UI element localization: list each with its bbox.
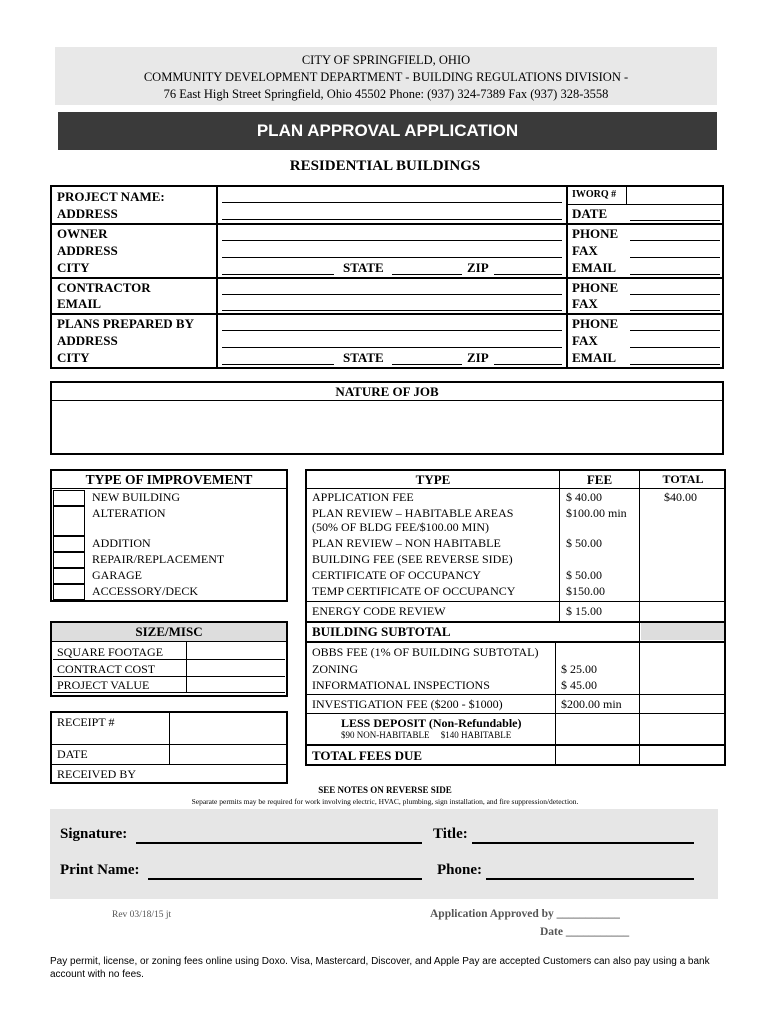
fee-row-type: BUILDING FEE (SEE REVERSE SIDE) (312, 552, 513, 566)
fees-col-total: TOTAL (662, 472, 704, 486)
label-iworq: IWORQ # (572, 189, 617, 200)
approved-date: Date ___________ (540, 926, 630, 938)
divider (559, 469, 560, 621)
plans-address-field[interactable] (222, 347, 562, 348)
divider (169, 711, 170, 764)
project-value-field[interactable] (188, 677, 284, 691)
divider (305, 488, 726, 489)
label-plans-city: CITY (57, 350, 90, 365)
fee-row2-fee: $ 25.00 (561, 662, 597, 676)
divider (186, 641, 187, 693)
label-square-footage: SQUARE FOOTAGE (57, 645, 164, 659)
form-title: PLAN APPROVAL APPLICATION (58, 112, 717, 150)
nature-of-job-field[interactable] (54, 403, 720, 451)
payment-note: Pay permit, license, or zoning fees online using Doxo. Visa, Mastercard, Discover, and Apple Pay are accepted Customers can also pay using a bank account with no fees. (50, 956, 710, 980)
label-contractor-email: EMAIL (57, 296, 102, 311)
divider (50, 641, 288, 642)
label-owner-zip: ZIP (467, 260, 489, 275)
fee-row-fee: $ 50.00 (566, 536, 602, 550)
divider (566, 204, 724, 205)
fee-row-type: PLAN REVIEW – HABITABLE AREAS (312, 506, 514, 520)
new-building-checkbox[interactable] (53, 490, 85, 506)
see-notes-reverse: SEE NOTES ON REVERSE SIDE (318, 785, 452, 795)
contractor-email-field[interactable] (222, 310, 562, 311)
fees-col-type: TYPE (415, 472, 451, 487)
form-subtitle: RESIDENTIAL BUILDINGS (289, 158, 481, 174)
label-plans-phone: PHONE (572, 316, 619, 331)
total-fees-due-label: TOTAL FEES DUE (312, 748, 423, 763)
owner-phone-field[interactable] (630, 240, 720, 241)
owner-fax-field[interactable] (630, 257, 720, 258)
label-owner-address: ADDRESS (57, 243, 118, 258)
owner-email-field[interactable] (630, 274, 720, 275)
divider (50, 313, 724, 315)
label-contractor: CONTRACTOR (57, 280, 151, 295)
divider (50, 277, 724, 279)
label-receipt: RECEIPT # (57, 715, 115, 729)
plans-prepared-by-field[interactable] (222, 330, 562, 331)
label-plans-fax: FAX (572, 333, 598, 348)
divider (216, 185, 218, 369)
label-owner-state: STATE (343, 260, 384, 275)
divider (305, 601, 726, 602)
fee-row-type: CERTIFICATE OF OCCUPANCY (312, 568, 481, 582)
label-contractor-phone: PHONE (572, 280, 619, 295)
label-plans-state: STATE (343, 350, 384, 365)
improvement-repair: REPAIR/REPLACEMENT (92, 552, 225, 566)
signature-area (50, 809, 718, 899)
divider (50, 764, 288, 765)
label-plans-prepared-by: PLANS PREPARED BY (57, 316, 194, 331)
improvement-garage: GARAGE (92, 568, 142, 582)
fee-row-total: $40.00 (664, 490, 697, 504)
owner-address-field[interactable] (222, 257, 562, 258)
project-address-field[interactable] (222, 219, 562, 220)
divider (626, 185, 627, 205)
print-name-label: Print Name: (60, 862, 140, 878)
fee-row2-fee: $ 45.00 (561, 678, 597, 692)
contract-cost-field[interactable] (188, 661, 284, 675)
fee-row-fee: $ 40.00 (566, 490, 602, 504)
total-fees-due-field[interactable] (641, 746, 724, 764)
project-name-field[interactable] (222, 202, 562, 203)
plans-city-field[interactable] (222, 364, 334, 365)
phone-label: Phone: (437, 862, 482, 878)
fee-row-type: (50% OF BLDG FEE/$100.00 MIN) (312, 520, 489, 534)
label-plans-address: ADDRESS (57, 333, 118, 348)
improvement-alteration: ALTERATION (92, 506, 166, 520)
label-project-address: ADDRESS (57, 206, 118, 221)
label-project-name: PROJECT NAME: (57, 189, 165, 204)
fee-row-fee: $ 50.00 (566, 568, 602, 582)
fee-row-fee: $150.00 (566, 584, 605, 598)
signature-label: Signature: (60, 826, 128, 842)
label-received-by: RECEIVED BY (57, 767, 136, 781)
fee-row2-type: ZONING (312, 662, 358, 676)
nature-of-job-label: NATURE OF JOB (335, 384, 439, 399)
label-plans-zip: ZIP (467, 350, 489, 365)
header-address: 76 East High Street Springfield, Ohio 45502 Phone: (937) 324-7389 Fax (937) 328-3558 (163, 87, 609, 101)
fee-row-type: TEMP CERTIFICATE OF OCCUPANCY (312, 584, 516, 598)
owner-field[interactable] (222, 240, 562, 241)
fee-row-type: PLAN REVIEW – NON HABITABLE (312, 536, 501, 550)
separate-permits-note: Separate permits may be required for work involving electric, HVAC, plumbing, sign installation, and fire suppression/detection. (191, 797, 579, 806)
label-contractor-fax: FAX (572, 296, 598, 311)
phone-field[interactable] (486, 878, 694, 880)
fee-row2-type: INFORMATIONAL INSPECTIONS (312, 678, 490, 692)
plans-state-field[interactable] (392, 364, 462, 365)
divider (305, 641, 726, 643)
label-owner-phone: PHONE (572, 226, 619, 241)
contractor-field[interactable] (222, 294, 562, 295)
addition-checkbox[interactable] (53, 536, 85, 552)
divider (50, 488, 288, 489)
label-owner-fax: FAX (572, 243, 598, 258)
alteration-checkbox[interactable] (53, 506, 85, 536)
less-deposit-label: LESS DEPOSIT (Non-Refundable) (341, 716, 522, 730)
label-owner-city: CITY (57, 260, 90, 275)
divider (50, 744, 288, 745)
divider (50, 223, 724, 225)
improvement-addition: ADDITION (92, 536, 151, 550)
signature-field[interactable] (136, 842, 422, 844)
label-owner-email: EMAIL (572, 260, 617, 275)
contractor-phone-field[interactable] (630, 294, 720, 295)
label-date: DATE (572, 206, 608, 221)
plans-fax-field[interactable] (630, 347, 720, 348)
label-owner: OWNER (57, 226, 108, 241)
print-name-field[interactable] (148, 878, 422, 880)
divider (305, 694, 726, 695)
divider (305, 713, 726, 714)
label-receipt-date: DATE (57, 747, 88, 761)
contractor-fax-field[interactable] (630, 310, 720, 311)
fee-row-type: ENERGY CODE REVIEW (312, 604, 446, 618)
label-contract-cost: CONTRACT COST (57, 662, 156, 676)
square-footage-field[interactable] (188, 643, 284, 658)
owner-state-field[interactable] (392, 274, 462, 275)
header-department: COMMUNITY DEVELOPMENT DEPARTMENT - BUILDING REGULATIONS DIVISION - (143, 70, 629, 84)
fee-row-fee: $100.00 min (566, 506, 627, 520)
title-label: Title: (433, 826, 468, 842)
divider (50, 400, 724, 401)
improvement-new-building: NEW BUILDING (92, 490, 181, 504)
improvement-accessory: ACCESSORY/DECK (92, 584, 199, 598)
deposit-detail: $90 NON-HABITABLE $140 HABITABLE (341, 730, 512, 740)
accessory-checkbox[interactable] (53, 584, 85, 600)
title-field[interactable] (472, 842, 694, 844)
plans-phone-field[interactable] (630, 330, 720, 331)
fees-col-fee: FEE (586, 472, 613, 487)
fee-row-type: APPLICATION FEE (312, 490, 414, 504)
divider (566, 185, 568, 369)
fee-row2-type: INVESTIGATION FEE ($200 - $1000) (312, 697, 503, 711)
fee-row-fee: $ 15.00 (566, 604, 602, 618)
fee-row2-fee: $200.00 min (561, 697, 622, 711)
improvement-header: TYPE OF IMPROVEMENT (85, 472, 253, 487)
date-field[interactable] (630, 220, 720, 221)
label-project-value: PROJECT VALUE (57, 678, 150, 692)
divider (639, 469, 640, 766)
plans-zip-field[interactable] (494, 364, 562, 365)
building-subtotal-label: BUILDING SUBTOTAL (312, 624, 451, 639)
divider (555, 641, 556, 766)
label-plans-email: EMAIL (572, 350, 617, 365)
repair-checkbox[interactable] (53, 552, 85, 568)
application-approved-by: Application Approved by ___________ (430, 908, 620, 920)
owner-city-field[interactable] (222, 274, 334, 275)
revision-note: Rev 03/18/15 jt (112, 910, 172, 920)
size-misc-header: SIZE/MISC (135, 624, 203, 639)
header-city: CITY OF SPRINGFIELD, OHIO (301, 53, 471, 67)
garage-checkbox[interactable] (53, 568, 85, 584)
header-block (55, 47, 717, 105)
fee-row2-type: OBBS FEE (1% OF BUILDING SUBTOTAL) (312, 645, 539, 659)
plans-email-field[interactable] (630, 364, 720, 365)
subtotal-total-shade (641, 623, 724, 640)
owner-zip-field[interactable] (494, 274, 562, 275)
